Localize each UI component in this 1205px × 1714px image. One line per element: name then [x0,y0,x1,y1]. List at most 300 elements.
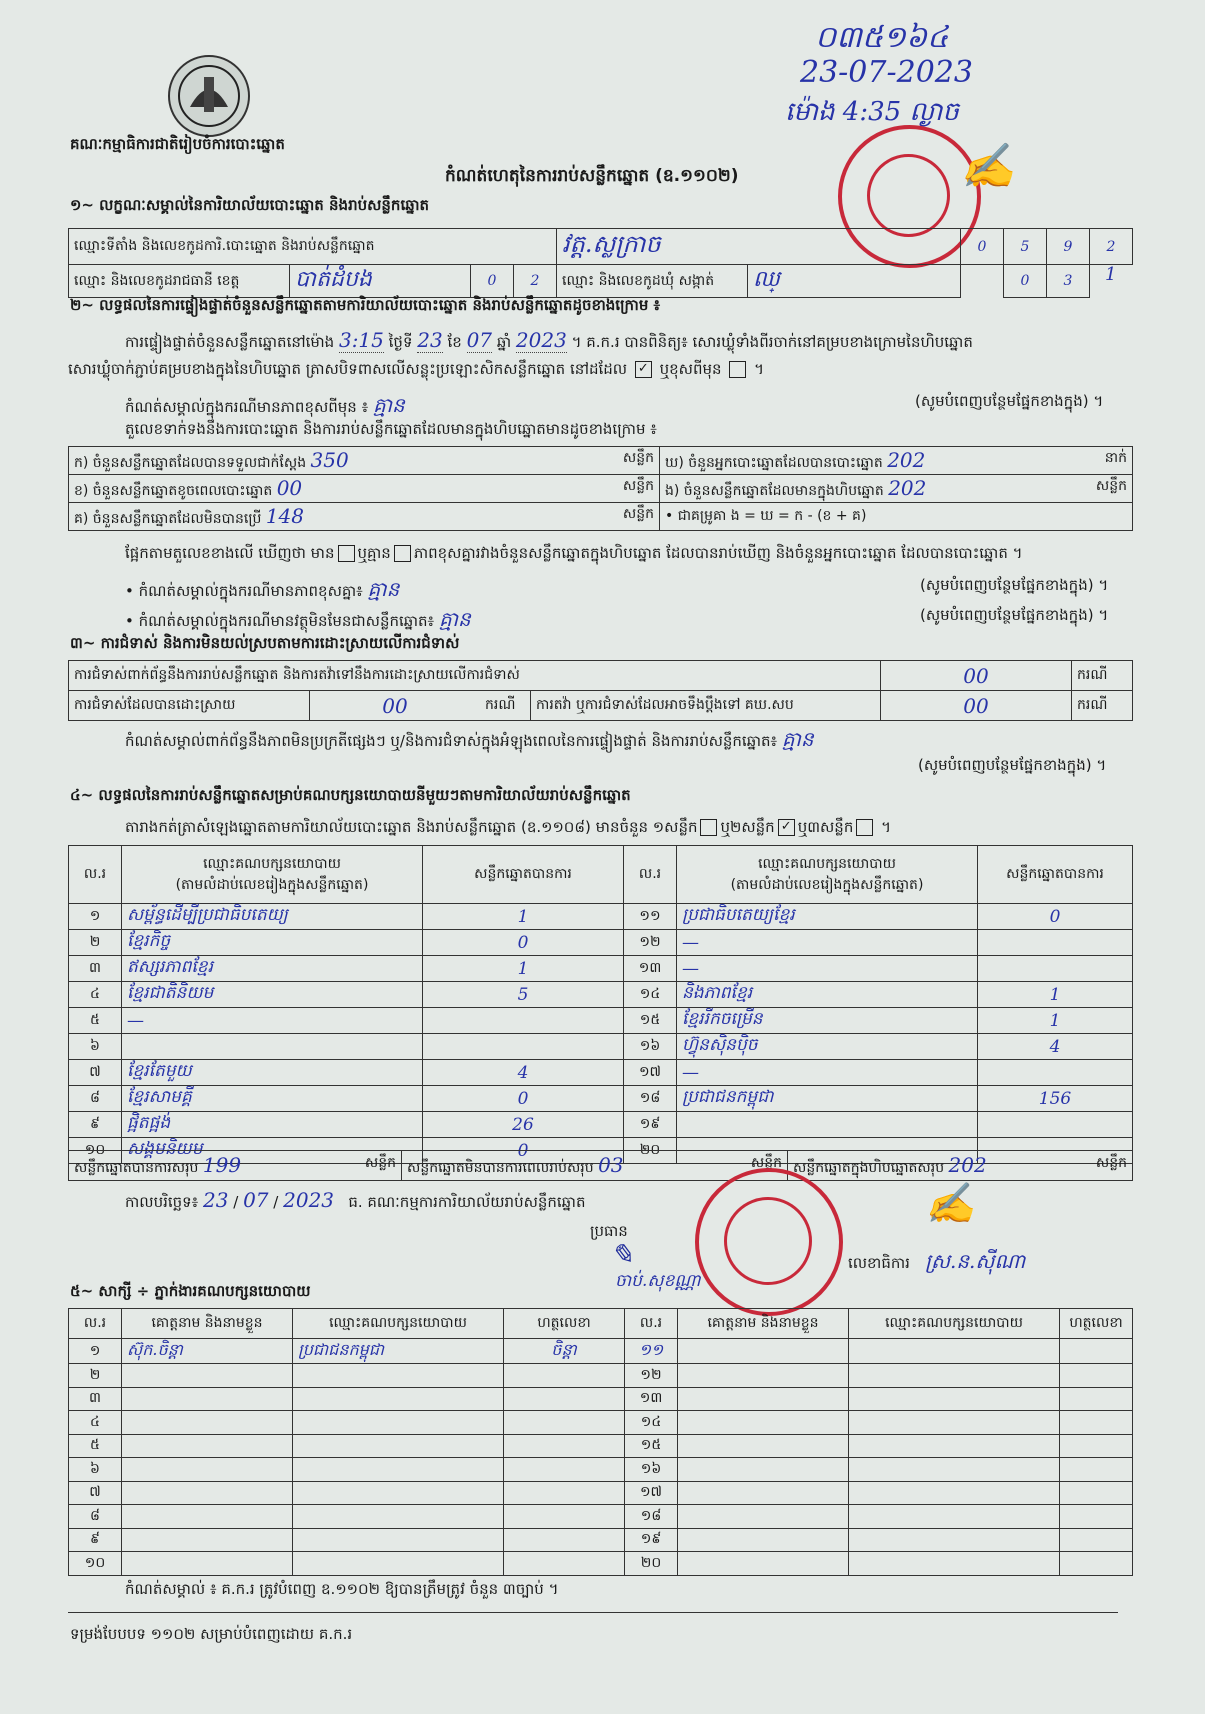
result-no-left: ១ [69,904,122,930]
witness-name-right [678,1434,849,1458]
commune-code-2: 3 [1047,265,1090,298]
witness-name-left [122,1552,293,1576]
result-party-right: — [677,930,978,956]
official-stamp-bottom [695,1168,843,1316]
witness-party-left [293,1481,504,1505]
witness-row [69,1364,1133,1388]
witness-col-party-right: ឈ្មោះគណបក្សនយោបាយ [849,1309,1060,1339]
witness-row [69,1528,1133,1552]
total-valid-value: 199 [202,1152,242,1177]
witness-name-left [122,1528,293,1552]
witness-no-left: ៦ [69,1458,122,1482]
two-sheets-label: ឬ២សន្លឹក [720,818,775,836]
witness-name-right [678,1339,849,1364]
col-votes-right: សន្លឹកឆ្នោតបានការ [978,846,1133,904]
witness-party-left [293,1458,504,1482]
total-valid-label: សន្លឹកឆ្នោតបានការសរុប [74,1159,199,1176]
witness-sign-left [504,1411,625,1435]
result-no-right: ១៣ [624,956,677,982]
result-no-right: ១៧ [624,1060,677,1086]
section2-title: ២~ លទ្ធផលនៃការផ្ទៀងផ្ទាត់ចំនួនសន្លឹកឆ្នោតតាមការិយាល័យបោះឆ្នោត និងរាប់សន្លឹកឆ្នោតដូចខាងក្រោម ៖ [70,296,661,314]
section3-note-label: កំណត់សម្គាល់ពាក់ព័ន្ធនឹងភាពមិនប្រក្រតីផ្សេងៗ ឬ/និងការជំទាស់ក្នុងអំឡុងពេលនៃការផ្ទៀងផ្ទាត់ និងការរាប់សន្លឹកឆ្នោត៖ [125,732,778,750]
witness-no-left: ៥ [69,1434,122,1458]
witness-sign-right [1060,1505,1133,1529]
result-no-left: ៤ [69,982,122,1008]
witness-party-right [849,1552,1060,1576]
three-sheets-checkbox[interactable] [856,819,873,836]
polling-station-value: វត្ត.ស្លក្រាច [557,229,961,265]
witness-party-left [293,1411,504,1435]
compare-line [125,544,1023,566]
verify-month-label: ខែ [447,333,462,351]
result-no-right: ១៥ [624,1008,677,1034]
section1-table [68,228,1133,298]
verify-time: 3:15 [338,328,384,352]
witness-no-left: ៤ [69,1411,122,1435]
no-difference-checkbox[interactable] [394,545,411,562]
result-no-left: ៧ [69,1060,122,1086]
note3-value: គ្មាន [438,607,471,631]
result-party-right: — [677,956,978,982]
note2-label: • កំណត់សម្គាល់ក្នុងករណីមានភាពខុសគ្នា៖ [125,582,363,600]
objection-row1-value: 00 [881,661,1072,691]
witness-party-right [849,1434,1060,1458]
witness-no-left: ៨ [69,1505,122,1529]
result-votes-left [423,1034,624,1060]
has-difference-checkbox[interactable] [338,545,355,562]
note3-tail: (សូមបំពេញបន្ថែមផ្នែកខាងក្នុង) ។ [920,606,1109,624]
province-code-2: 2 [514,265,557,298]
result-party-left: ខ្មែរជាតិនិយម [122,982,423,1008]
ka-unit: សន្លឹក [622,449,654,466]
witness-col-party-left: ឈ្មោះគណបក្សនយោបាយ [293,1309,504,1339]
witness-sign-right [1060,1458,1133,1482]
witness-party-left [293,1364,504,1388]
figures-intro: តួលេខទាក់ទងនឹងការបោះឆ្នោត និងការរាប់សន្លឹកឆ្នោតដែលមានក្នុងហិបឆ្នោតមានដូចខាងក្រោម ៖ [125,420,657,438]
verify-day-label: ថ្ងៃទី [388,333,413,351]
result-party-left: ផ្អិតផ្អង់ [122,1112,423,1138]
result-row [69,1060,1133,1086]
station-code-2: 5 [1004,229,1047,265]
witness-party-left [293,1528,504,1552]
result-votes-right: 1 [978,1008,1133,1034]
witness-no-right: ១២ [625,1364,678,1388]
station-code-1: 0 [961,229,1004,265]
province-code-1: 0 [471,265,514,298]
date-day: 23 [203,1188,229,1212]
result-row [69,904,1133,930]
result-no-right: ២០ [624,1138,677,1164]
result-party-left: — [122,1008,423,1034]
result-party-right [677,1112,978,1138]
result-votes-left: 0 [423,1138,624,1164]
figures-table [68,446,1133,531]
result-row [69,1112,1133,1138]
objection-row1-label: ការជំទាស់ពាក់ព័ន្ធនឹងការរាប់សន្លឹកឆ្នោត និងការតវ៉ាទៅនឹងការដោះស្រាយលើការជំទាស់ [69,661,881,691]
col-no-right: ល.រ [624,846,677,904]
result-votes-right: 156 [978,1086,1133,1112]
commune-code-1: 0 [1004,265,1047,298]
polling-station-label: ឈ្មោះទីតាំង និងលេខកូដការិ.បោះឆ្នោត និងរាប់សន្លឹកឆ្នោត [69,229,557,265]
total-invalid-unit: សន្លឹក [750,1154,782,1171]
national-emblem [168,55,250,137]
changed-checkbox[interactable] [729,361,746,378]
province-label: ឈ្មោះ និងលេខកូដរាជធានី ខេត្ត [69,265,290,298]
verify-text: ។ គ.ក.រ បានពិនិត្យ៖ សោរ​ឃ្លុំទាំងពីរចាក់នៅគម្របខាងក្រោមនៃហិបឆ្នោត [571,333,973,351]
result-no-left: ៨ [69,1086,122,1112]
witness-party-left [293,1434,504,1458]
witness-no-right: ១៧ [625,1481,678,1505]
note2-tail: (សូមបំពេញបន្ថែមផ្នែកខាងក្នុង) ។ [920,576,1109,594]
note1-label: កំណត់សម្គាល់ក្នុងករណីមានភាពខុសពីមុន ៖ [125,398,369,416]
witness-row [69,1552,1133,1576]
ko-value: 148 [265,503,305,528]
witness-sign-left [504,1364,625,1388]
witness-party-left: ប្រជាជនកម្ពុជា [293,1339,504,1364]
footer-note: កំណត់សម្គាល់ ៖ គ.ក.រ ត្រូវបំពេញ ឧ.១១០២ ឱ្យបានត្រឹមត្រូវ ចំនួន ៣ច្បាប់ ។ [125,1580,559,1598]
section1-title: ១~ លក្ខណៈសម្គាល់នៃការិយាល័យបោះឆ្នោត និងរាប់សន្លឹកឆ្នោត [70,196,430,214]
result-votes-left: 26 [423,1112,624,1138]
witness-sign-right [1060,1528,1133,1552]
total-valid-unit: សន្លឹក [364,1154,396,1171]
date-label: កាលបរិច្ឆេទ៖ [125,1193,199,1211]
witness-row [69,1339,1133,1364]
col-party-right: ឈ្មោះគណបក្សនយោបាយ [758,855,896,872]
witness-sign-right [1060,1481,1133,1505]
seal-text: សោរ​ឃ្លុំចាក់ភ្ជាប់គម្របខាងក្នុងនៃហិបឆ្នោត ត្រាសបិទពាសលើសន្លុះប្រឡោះសិកសន្លឹកឆ្នោត នៅដដែល [68,360,628,378]
witness-party-left [293,1505,504,1529]
objection-row1-unit: ករណី [1072,661,1133,691]
result-no-left: ២ [69,930,122,956]
witness-sign-right [1060,1339,1133,1364]
section3-note-value: គ្មាន [781,727,814,751]
result-no-left: ១០ [69,1138,122,1164]
note2-line [125,576,1125,606]
witness-name-left [122,1505,293,1529]
witness-row [69,1387,1133,1411]
witness-row [69,1505,1133,1529]
resolved-value: 00 [310,691,481,721]
ngo-label: ង) ចំនួនសន្លឹកឆ្នោតដែលមានក្នុងហិបឆ្នោត [665,482,884,499]
witness-no-left: ៣ [69,1387,122,1411]
witness-row [69,1458,1133,1482]
result-party-left: ខ្មែរតែមួយ [122,1060,423,1086]
ko-unit: សន្លឹក [622,505,654,522]
witness-row [69,1411,1133,1435]
handwritten-time: ម៉ោង 4:35 ល្ងាច [785,97,959,127]
witness-no-right: ១៩ [625,1528,678,1552]
two-sheets-checkbox[interactable]: ✓ [778,819,795,836]
note1-value: គ្មាន [372,393,405,417]
note1-line [125,392,1125,422]
section4-intro: តារាងកត់ត្រាសំឡេងឆ្នោតតាមការិយាល័យបោះឆ្នោត និងរាប់សន្លឹកឆ្នោត (ឧ.១១០៨) មានចំនួន ១សន្លឹក [125,818,698,836]
result-party-left: ឥស្សរភាពខ្មែរ [122,956,423,982]
verify-time-label: ការផ្ទៀងផ្ទាត់ចំនួនសន្លឹកឆ្នោតនៅម៉ោង [125,333,335,351]
witness-table [68,1308,1133,1576]
col-party-sub-left: (តាមលំដាប់លេខរៀងក្នុងសន្លឹកឆ្នោត) [175,876,369,893]
witness-col-sign-left: ហត្ថលេខា [504,1309,625,1339]
unchanged-checkbox[interactable]: ✓ [635,361,652,378]
president-signature: ✎ [610,1238,634,1271]
verification-line [125,328,973,355]
result-no-right: ១៤ [624,982,677,1008]
result-votes-left: 0 [423,930,624,956]
witness-name-right [678,1505,849,1529]
province-value: បាត់ដំបង [290,265,471,298]
result-votes-left: 1 [423,956,624,982]
footer-form-ref: ទម្រង់បែបបទ ១១០២ សម្រាប់បំពេញដោយ គ.ក.រ [70,1625,353,1643]
witness-sign-left [504,1458,625,1482]
col-votes-left: សន្លឹកឆ្នោតបានការ [423,846,624,904]
result-no-left: ៩ [69,1112,122,1138]
result-row [69,930,1133,956]
witness-name-right [678,1387,849,1411]
result-no-right: ១៨ [624,1086,677,1112]
witness-no-left: ១ [69,1339,122,1364]
witness-name-right [678,1481,849,1505]
result-no-right: ១៦ [624,1034,677,1060]
result-party-right: ខ្មែរ​រីកចម្រើន [677,1008,978,1034]
resolved-unit: ករណី [480,691,531,721]
witness-sign-left [504,1481,625,1505]
date-month: 07 [243,1188,269,1212]
witness-no-right: ២០ [625,1552,678,1576]
witness-col-no-right: ល.រ [625,1309,678,1339]
station-code-4: 2 [1090,229,1133,265]
section3-note-tail: (សូមបំពេញបន្ថែមផ្នែកខាងក្នុង) ។ [918,756,1107,774]
result-votes-left: 1 [423,904,624,930]
result-party-right: ហ៊្វុនស៊ិនប៉ិច [677,1034,978,1060]
witness-party-right [849,1458,1060,1482]
result-no-left: ៦ [69,1034,122,1060]
appeal-label: ការតវ៉ា ឬការជំទាស់ដែលអាចទឹងប្តឹងទៅ គឃ.សប [531,691,881,721]
kha-value: 00 [276,475,303,500]
section4-title: ៤~ លទ្ធផលនៃការរាប់សន្លឹកឆ្នោតសម្រាប់គណបក្សនយោបាយនីមួយៗតាមការិយាល័យរាប់សន្លឹកឆ្នោត [70,786,631,804]
president-label: ប្រធាន [590,1222,628,1240]
result-votes-right: 0 [978,904,1133,930]
witness-party-right [849,1481,1060,1505]
witness-sign-left: ចិន្តា [504,1339,625,1364]
section3-title: ៣~ ការជំទាស់ និងការមិនយល់ស្របតាមការដោះស្រាយលើការជំទាស់ [70,634,460,652]
total-box-label: សន្លឹកឆ្នោតក្នុងហិបឆ្នោតសរុប [793,1159,945,1176]
witness-sign-right [1060,1387,1133,1411]
witness-name-right [678,1411,849,1435]
total-invalid-label: សន្លឹកឆ្នោតមិនបានការពេលរាប់សរុប [407,1159,594,1176]
witness-no-right: ១១ [625,1339,678,1364]
result-row [69,982,1133,1008]
witness-col-name-left: គោត្តនាម និងនាមខ្លួន [122,1309,293,1339]
result-party-right: — [677,1060,978,1086]
objections-table [68,660,1133,721]
result-votes-right [978,1112,1133,1138]
commune-code-3: 1 [1105,264,1117,285]
witness-no-right: ១៨ [625,1505,678,1529]
result-party-right: ប្រជាជនកម្ពុជា [677,1086,978,1112]
witness-no-right: ១៣ [625,1387,678,1411]
witness-no-left: ៧ [69,1481,122,1505]
witness-no-left: ២ [69,1364,122,1388]
verify-year: 2023 [515,328,567,352]
kho-unit: នាក់ [1104,449,1127,466]
witness-no-right: ១៥ [625,1434,678,1458]
president-name: ចាប់.សុខណ្ណា [615,1271,701,1291]
witness-sign-right [1060,1411,1133,1435]
witness-name-left [122,1411,293,1435]
witness-party-right [849,1339,1060,1364]
result-party-left: ខ្មែរសាមគ្គី [122,1086,423,1112]
result-row [69,1008,1133,1034]
signature-right: ✍ [925,1181,975,1227]
result-votes-left [423,1008,624,1034]
note2-value: គ្មាន [367,577,400,601]
col-party-sub-right: (តាមលំដាប់លេខរៀងក្នុងសន្លឹកឆ្នោត) [730,876,924,893]
witness-name-left [122,1481,293,1505]
secretary-name: ស្រ.ន.ស៊ីណា [925,1249,1026,1273]
witness-col-no-left: ល.រ [69,1309,122,1339]
result-no-right: ១៩ [624,1112,677,1138]
result-party-left: សង្គមនិយម [122,1138,423,1164]
handwritten-date: 23-07-2023 [800,55,973,90]
witness-name-left [122,1434,293,1458]
org-name: គណៈកម្មាធិការជាតិរៀបចំការបោះឆ្នោត [70,135,285,153]
result-votes-right: 4 [978,1034,1133,1060]
witness-sign-left [504,1505,625,1529]
kho-value: 202 [887,447,926,472]
witness-sign-left [504,1434,625,1458]
result-no-right: ១១ [624,904,677,930]
resolved-label: ការជំទាស់ដែលបានដោះស្រាយ [69,691,310,721]
three-sheets-label: ឬ៣សន្លឹក [797,818,854,836]
verify-day: 23 [417,328,443,352]
verify-year-label: ឆ្នាំ [496,333,512,351]
result-no-right: ១២ [624,930,677,956]
verify-month: 07 [466,328,493,352]
result-party-left: សម្ព័ន្ធដើម្បីប្រជាធិបតេយ្យ [122,904,423,930]
changed-label: ឬខុសពីមុន [659,360,722,378]
station-code-3: 9 [1047,229,1090,265]
total-box-value: 202 [948,1152,987,1177]
result-row [69,1086,1133,1112]
result-votes-right [978,1060,1133,1086]
witness-name-right [678,1364,849,1388]
formula: • ជាគម្រូគា ង = ឃ = ក - (ខ + គ) [660,503,1133,531]
result-no-left: ៥ [69,1008,122,1034]
witness-name-right [678,1552,849,1576]
witness-row [69,1434,1133,1458]
date-line: កាលបរិច្ឆេទ៖ 23 / 07 / 2023 ធ. គណៈកម្មការការិយាល័យរាប់សន្លឹកឆ្នោត [125,1188,586,1212]
witness-party-left [293,1552,504,1576]
witness-party-left [293,1387,504,1411]
witness-no-right: ១៤ [625,1411,678,1435]
col-no-left: ល.រ [69,846,122,904]
one-sheet-checkbox[interactable] [700,819,717,836]
kha-unit: សន្លឹក [622,477,654,494]
witness-sign-right [1060,1552,1133,1576]
witness-no-left: ៩ [69,1528,122,1552]
note3-label: • កំណត់សម្គាល់ក្នុងករណីមានវត្ថុមិនមែនជាសន្លឹកឆ្នោត៖ [125,612,435,630]
total-box-unit: សន្លឹក [1095,1154,1127,1171]
committee-label: ធ. គណៈកម្មការការិយាល័យរាប់សន្លឹកឆ្នោត [348,1193,586,1211]
witness-party-right [849,1528,1060,1552]
witness-name-right [678,1528,849,1552]
result-votes-right [978,956,1133,982]
ka-label: ក) ចំនួនសន្លឹកឆ្នោតដែលបានទទួលជាក់ស្តែង [74,454,307,471]
kho-label: ឃ) ចំនួនអ្នកបោះឆ្នោតដែលបានបោះឆ្នោត [665,454,883,471]
witness-name-left [122,1364,293,1388]
total-invalid-value: 03 [598,1152,624,1177]
witness-sign-left [504,1552,625,1576]
compare-label-b: ឬគ្មាន [357,544,391,562]
witness-col-name-right: គោត្តនាម និងនាមខ្លួន [678,1309,849,1339]
result-votes-right [978,930,1133,956]
witness-party-right [849,1364,1060,1388]
witness-sign-right [1060,1364,1133,1388]
totals-row [68,1150,1133,1181]
result-votes-left: 4 [423,1060,624,1086]
compare-label-c: ភាពខុសគ្នារវាងចំនួនសន្លឹកឆ្នោតក្នុងហិបឆ្នោត ដែលបានរាប់ឃើញ និងចំនួនអ្នកបោះឆ្នោត ដែលបានបោះឆ្នោត ។ [413,544,1023,562]
signature-top: ✍ [960,141,1015,192]
secretary-label: លេខាធិការ [848,1254,910,1272]
footer-divider [68,1612,1118,1613]
result-votes-right: 1 [978,982,1133,1008]
result-no-left: ៣ [69,956,122,982]
witness-name-left [122,1458,293,1482]
result-party-left: ខ្មែរកិច្ច [122,930,423,956]
commune-value: ឈ្ [748,265,961,298]
results-table [68,845,1133,1164]
form-title: កំណត់ហេតុនៃការរាប់សន្លឹកឆ្នោត (ឧ.១១០២) [445,166,739,186]
result-row [69,1034,1133,1060]
witness-col-sign-right: ហត្ថលេខា [1060,1309,1133,1339]
result-votes-left: 5 [423,982,624,1008]
appeal-unit: ករណី [1072,691,1133,721]
col-party-left: ឈ្មោះគណបក្សនយោបាយ [203,855,341,872]
witness-party-right [849,1505,1060,1529]
result-votes-left: 0 [423,1086,624,1112]
note3-line [125,606,1125,636]
commune-label: ឈ្មោះ និងលេខកូដឃុំ សង្កាត់ [557,265,748,298]
result-party-right: ប្រជាធិបតេយ្យខ្មែរ [677,904,978,930]
ko-label: គ) ចំនួនសន្លឹកឆ្នោតដែលមិនបានប្រើ [74,510,262,527]
date-year: 2023 [283,1188,335,1212]
witness-sign-right [1060,1434,1133,1458]
seal-status-line: សោរ​ឃ្លុំចាក់ភ្ជាប់គម្របខាងក្នុងនៃហិបឆ្នោត ត្រាសបិទពាសលើសន្លុះប្រឡោះសិកសន្លឹកឆ្នោត នៅដដែល ✓ ឬខុសពីមុន ។ [68,360,764,378]
witness-party-right [849,1387,1060,1411]
section5-title: ៥~ សាក្សី ÷ ភ្នាក់ងារគណបក្សនយោបាយ [70,1282,311,1300]
witness-name-left [122,1387,293,1411]
ka-value: 350 [310,447,349,472]
section4-intro-line: តារាងកត់ត្រាសំឡេងឆ្នោតតាមការិយាល័យបោះឆ្នោត និងរាប់សន្លឹកឆ្នោត (ឧ.១១០៨) មានចំនួន ១សន្លឹក ឬ២សន្លឹក ✓ ឬ៣សន្លឹក ។ [125,818,892,836]
compare-label: ផ្អែកតាមតួលេខខាងលើ ឃើញថា មាន [125,544,335,562]
appeal-value: 00 [881,691,1072,721]
witness-no-left: ១០ [69,1552,122,1576]
result-row [69,956,1133,982]
result-party-right: និងភាពខ្មែរ [677,982,978,1008]
kha-label: ខ) ចំនួនសន្លឹកឆ្នោតខូចពេលបោះឆ្នោត [74,482,273,499]
witness-name-left: ស៊ុក.ចិន្តា [122,1339,293,1364]
ngo-value: 202 [888,475,927,500]
handwritten-code: ០៣៥១៦៤ [815,20,949,55]
witness-no-right: ១៦ [625,1458,678,1482]
result-party-left [122,1034,423,1060]
note1-tail: (សូមបំពេញបន្ថែមផ្នែកខាងក្នុង) ។ [915,392,1104,410]
witness-party-right [849,1411,1060,1435]
ngo-unit: សន្លឹក [1095,477,1127,494]
witness-sign-left [504,1387,625,1411]
witness-name-right [678,1458,849,1482]
section3-note-line [125,726,814,756]
witness-sign-left [504,1528,625,1552]
